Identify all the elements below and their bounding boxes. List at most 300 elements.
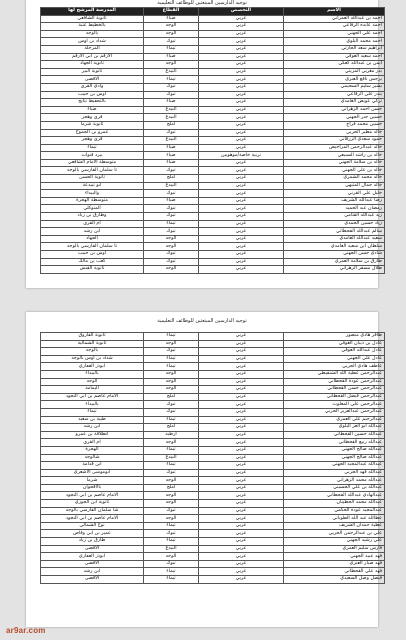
- cell-school: بالخطيط عتبة: [41, 23, 144, 31]
- cell-name: خالد بن علي الجهني: [284, 167, 385, 175]
- cell-school: قرى وهجر: [41, 114, 144, 122]
- table-row: [41, 152, 385, 160]
- cell-sector: ضباء: [144, 99, 199, 107]
- cell-name: فهد علي القحطاني: [284, 568, 385, 576]
- table-row: [41, 500, 385, 508]
- table-row: [41, 220, 385, 228]
- cell-sector: تبوك: [144, 348, 199, 356]
- cell-specialization: عربي: [199, 538, 284, 546]
- table-row: [41, 454, 385, 462]
- table-row: [41, 159, 385, 167]
- table-row: [41, 348, 385, 356]
- cell-sector: تيماء: [144, 568, 199, 576]
- cell-name: رمضان عبد الحميد: [284, 205, 385, 213]
- table-row: [41, 182, 385, 190]
- cell-name: ظافر هادي منصور: [284, 333, 385, 341]
- cell-specialization: عربي: [199, 159, 284, 167]
- cell-specialization: عربي: [199, 553, 284, 561]
- cell-sector: تبوك: [144, 258, 199, 266]
- cell-sector: املج: [144, 484, 199, 492]
- table-row: [41, 114, 385, 122]
- cell-sector: املج: [144, 121, 199, 129]
- table-row: [41, 484, 385, 492]
- cell-school: الوجه: [41, 378, 144, 386]
- table-row: [41, 355, 385, 363]
- table-row: [41, 424, 385, 432]
- cell-school: الارقم بن ابي الارقم: [41, 53, 144, 61]
- cell-specialization: عربي: [199, 228, 284, 236]
- cell-sector: ضباء: [144, 152, 199, 160]
- cell-name: فهد عبيد الجهني: [284, 553, 385, 561]
- cell-sector: البيدع: [144, 137, 199, 145]
- table-row: [41, 530, 385, 538]
- cell-school: الجهاد: [41, 235, 144, 243]
- cell-school: ابوذر الغفاري: [41, 363, 144, 371]
- table-row: [41, 38, 385, 46]
- cell-specialization: عربي: [199, 213, 284, 221]
- cell-name: ابراهيم سعد الحارثي: [284, 45, 385, 53]
- header-sector: القطاع: [144, 8, 199, 16]
- cell-name: ايمن بن عبدالله كعكي: [284, 61, 385, 69]
- cell-name: سلطان ابن سعيد الغامدي: [284, 243, 385, 251]
- cell-name: حسين محمد فراج: [284, 121, 385, 129]
- table-row: [41, 378, 385, 386]
- cell-specialization: عربي: [199, 568, 284, 576]
- cell-specialization: عربي: [199, 167, 284, 175]
- cell-specialization: عربي: [199, 408, 284, 416]
- page-1-title: توجيه الدارسين المبتعثين للوظائف التعليمية: [157, 0, 247, 6]
- table-row: [41, 144, 385, 152]
- cell-sector: تيماء: [144, 462, 199, 470]
- cell-specialization: عربي: [199, 205, 284, 213]
- cell-school: نوح الشمالي: [41, 522, 144, 530]
- cell-school: ام القرى: [41, 439, 144, 447]
- cell-specialization: عربي: [199, 45, 284, 53]
- cell-sector: الوجه: [144, 61, 199, 69]
- cell-name: طلال مسفر الزهراني: [284, 266, 385, 274]
- cell-school: كعب بن مالك: [41, 258, 144, 266]
- cell-school: ابن رشد: [41, 424, 144, 432]
- table-row: [41, 99, 385, 107]
- cell-name: عبدالله عبدالمجيد الجهني: [284, 462, 385, 470]
- cell-school: ام القرى: [41, 220, 144, 228]
- cell-name: رضا عبدالله الشريف: [284, 197, 385, 205]
- cell-name: خالد عبدالرحمن المراحيض: [284, 144, 385, 152]
- table-row: [41, 61, 385, 69]
- table-row: [41, 401, 385, 409]
- cell-name: عاطف هادي الحربي: [284, 363, 385, 371]
- document-page-1: [26, 0, 382, 288]
- table-row: [41, 507, 385, 515]
- cell-school: عمير بن ابي وقاص: [41, 530, 144, 538]
- cell-school: بالوجه: [41, 30, 144, 38]
- cell-name: عبدالرحيم علي العمري: [284, 416, 385, 424]
- cell-sector: ارطبه: [144, 431, 199, 439]
- table-row: [41, 393, 385, 401]
- cell-sector: تبوك: [144, 469, 199, 477]
- cell-name: عبدالرحمن علي المغلوث: [284, 401, 385, 409]
- cell-specialization: عربي: [199, 469, 284, 477]
- cell-specialization: عربي: [199, 446, 284, 454]
- cell-name: فارس سليم العمري: [284, 545, 385, 553]
- cell-sector: الوجه: [144, 266, 199, 274]
- cell-name: فهد صبار العنزي: [284, 560, 385, 568]
- cell-name: زيد عبدالله القثامي: [284, 213, 385, 221]
- cell-school: اوس بن حبيب: [41, 251, 144, 259]
- cell-school: ثانوية البير: [41, 68, 144, 76]
- cell-specialization: عربي: [199, 114, 284, 122]
- cell-school: بالاقحوان: [41, 484, 144, 492]
- table-row: [41, 408, 385, 416]
- table-row: [41, 243, 385, 251]
- table-row: [41, 190, 385, 198]
- table-row: [41, 553, 385, 561]
- table-row: [41, 228, 385, 236]
- cell-name: شادي حسن الجهني: [284, 251, 385, 259]
- cell-specialization: عربي: [199, 266, 284, 274]
- table-row: [41, 235, 385, 243]
- cell-name: سعيد عبدالله الغامدي: [284, 235, 385, 243]
- cell-specialization: عربي: [199, 507, 284, 515]
- cell-sector: تبوك: [144, 251, 199, 259]
- cell-name: عبدالله ربيع القحطاني: [284, 439, 385, 447]
- cell-name: طارق بن سلامة العمري: [284, 258, 385, 266]
- cell-name: خالد جمال المتيهي: [284, 182, 385, 190]
- table-row: [41, 30, 385, 38]
- table-row: [41, 492, 385, 500]
- cell-name: تركي عويض الغامدي: [284, 99, 385, 107]
- cell-specialization: عربي: [199, 355, 284, 363]
- cell-specialization: عربي: [199, 129, 284, 137]
- cell-specialization: عربي: [199, 182, 284, 190]
- cell-specialization: عربي: [199, 61, 284, 69]
- cell-sector: الوجه: [144, 386, 199, 394]
- page-2-title: توجيه الدارسين المبتعثين للوظائف التعليمية: [157, 318, 247, 324]
- table-row: [41, 23, 385, 31]
- table-header-row: [41, 8, 385, 16]
- table-row: [41, 205, 385, 213]
- header-name: الاسم: [284, 8, 385, 16]
- table-row: [41, 370, 385, 378]
- cell-specialization: عربي: [199, 76, 284, 84]
- cell-school: الاقصى: [41, 545, 144, 553]
- cell-name: بدر مغربي المزيني: [284, 68, 385, 76]
- cell-sector: الوجه: [144, 439, 199, 447]
- table-row: [41, 340, 385, 348]
- cell-sector: الوجه: [144, 235, 199, 243]
- table-row: [41, 522, 385, 530]
- cell-school: الامام عاصم بن ابي النجود: [41, 515, 144, 523]
- cell-sector: الوجه: [144, 23, 199, 31]
- cell-school: ثانوية الجهاد: [41, 61, 144, 69]
- cell-specialization: عربي: [199, 500, 284, 508]
- cell-school: بيرد قنوات: [41, 152, 144, 160]
- table-row: [41, 568, 385, 576]
- cell-name: عبدالرحمن فيصل القحطاني: [284, 393, 385, 401]
- cell-name: فيصل وصل السعيدي: [284, 576, 385, 584]
- cell-school: ابن رشد: [41, 568, 144, 576]
- table-row: [41, 462, 385, 470]
- table-row: [41, 91, 385, 99]
- cell-name: سالم عبدالله القحطاني: [284, 228, 385, 236]
- cell-school: بالبيداء: [41, 370, 144, 378]
- cell-school: تيماء: [41, 408, 144, 416]
- table-row: [41, 431, 385, 439]
- table-row: [41, 83, 385, 91]
- cell-school: شداد بن اوس: [41, 38, 144, 46]
- cell-name: عبدالله بن علي الحسيني: [284, 484, 385, 492]
- cell-specialization: عربي: [199, 144, 284, 152]
- cell-school: شداد بن اوس بالوجه: [41, 355, 144, 363]
- cell-specialization: عربي: [199, 386, 284, 394]
- cell-sector: الوجه: [144, 553, 199, 561]
- cell-school: اليمامة: [41, 386, 144, 394]
- cell-school: ثانوية الفاروق: [41, 333, 144, 341]
- cell-specialization: عربي: [199, 378, 284, 386]
- cell-name: احمد بن عبدالله العمراني: [284, 15, 385, 23]
- cell-sector: تبوك: [144, 91, 199, 99]
- cell-name: علي بن عبدالرحمن الحربي: [284, 530, 385, 538]
- cell-school: الهجرة: [41, 446, 144, 454]
- cell-school: بالبيداء: [41, 401, 144, 409]
- cell-name: عبدالمجيد عودة الحكمي: [284, 507, 385, 515]
- cell-name: حسن احمد الزهراني: [284, 106, 385, 114]
- table-row: [41, 333, 385, 341]
- cell-school: شرما: [41, 477, 144, 485]
- cell-school: المتوكلي: [41, 205, 144, 213]
- table-body-1: [41, 15, 385, 273]
- cell-name: عادل علي الجهني: [284, 355, 385, 363]
- cell-name: بندر علي الرفاعي: [284, 91, 385, 99]
- cell-sector: تبوك: [144, 213, 199, 221]
- cell-school: طارق بن زياد: [41, 538, 144, 546]
- cell-specialization: عربي: [199, 53, 284, 61]
- cell-specialization: عربي: [199, 431, 284, 439]
- cell-sector: تيماء: [144, 576, 199, 584]
- cell-name: خالد مطير الحربي: [284, 129, 385, 137]
- cell-sector: تيماء: [144, 538, 199, 546]
- cell-specialization: عربي: [199, 30, 284, 38]
- table-row: [41, 197, 385, 205]
- cell-sector: تيماء: [144, 363, 199, 371]
- cell-school: الاقصى: [41, 560, 144, 568]
- cell-specialization: عربي: [199, 424, 284, 432]
- cell-name: علي رشيد الجهني: [284, 538, 385, 546]
- cell-sector: تبوك: [144, 228, 199, 236]
- cell-sector: تبوك: [144, 167, 199, 175]
- cell-sector: البيدع: [144, 182, 199, 190]
- cell-specialization: عربي: [199, 23, 284, 31]
- cell-name: عبدالرحمن عبدالعزيز الحربي: [284, 408, 385, 416]
- cell-school: طيبة بن سعيد: [41, 416, 144, 424]
- cell-specialization: عربي: [199, 68, 284, 76]
- cell-name: عبدالله محمد الحطيبان: [284, 500, 385, 508]
- cell-school: انطلاقة بن عمرو: [41, 431, 144, 439]
- cell-name: برجس نافع العنزي: [284, 76, 385, 84]
- cell-school: ابن رشد: [41, 228, 144, 236]
- table-row: [41, 167, 385, 175]
- table-row: [41, 545, 385, 553]
- cell-specialization: عربي: [199, 235, 284, 243]
- cell-sector: الوجه: [144, 370, 199, 378]
- cell-specialization: عربي: [199, 363, 284, 371]
- table-row: [41, 266, 385, 274]
- table-row: [41, 515, 385, 523]
- table-row: [41, 251, 385, 259]
- cell-sector: تيماء: [144, 446, 199, 454]
- cell-name: احمد سعيد العوفي: [284, 53, 385, 61]
- cell-sector: تبوك: [144, 401, 199, 409]
- cell-name: عبدالله فهد الحربي: [284, 469, 385, 477]
- cell-specialization: عربي: [199, 416, 284, 424]
- cell-name: احمد علي الجهني: [284, 30, 385, 38]
- cell-specialization: عربي: [199, 333, 284, 341]
- cell-name: احمد عابده الرفاعي: [284, 23, 385, 31]
- cell-sector: البيدع: [144, 106, 199, 114]
- cell-name: بشير سليم السحيمي: [284, 83, 385, 91]
- cell-school: شا سلمان الفارسي بالوجه: [41, 507, 144, 515]
- cell-name: عبدالرحمن عودة القحطاني: [284, 378, 385, 386]
- cell-sector: تبوك: [144, 408, 199, 416]
- cell-specialization: عربي: [199, 197, 284, 205]
- cell-school: الامام عاصم بن ابي النجود: [41, 393, 144, 401]
- cell-sector: الوجه: [144, 378, 199, 386]
- cell-school: ثانوية الشمالية: [41, 340, 144, 348]
- document-page-2: [26, 312, 382, 627]
- table-row: [41, 137, 385, 145]
- cell-specialization: عربي: [199, 99, 284, 107]
- cell-name: عبدالرحمن حسن القحطاني: [284, 386, 385, 394]
- cell-specialization: عربي: [199, 258, 284, 266]
- cell-school: ابوذر الغفاري: [41, 553, 144, 561]
- cell-sector: ضباء: [144, 144, 199, 152]
- cell-name: عبدالرحمن عطية الله الشنقيطي: [284, 370, 385, 378]
- table-row: [41, 15, 385, 23]
- cell-sector: تبوك: [144, 507, 199, 515]
- cell-specialization: عربي: [199, 560, 284, 568]
- table-row: [41, 560, 385, 568]
- cell-school: تيماء: [41, 144, 144, 152]
- cell-specialization: عربي: [199, 370, 284, 378]
- cell-specialization: عربي: [199, 15, 284, 23]
- cell-specialization: عربي: [199, 515, 284, 523]
- site-watermark: ar9ar.com: [6, 626, 46, 635]
- cell-sector: تبوك: [144, 205, 199, 213]
- cell-name: حمود سعدي الزرقاني: [284, 137, 385, 145]
- cell-sector: الوجه: [144, 492, 199, 500]
- table-row: [41, 416, 385, 424]
- cell-name: عبدالله صالح الجهني: [284, 454, 385, 462]
- table-row: [41, 129, 385, 137]
- cell-sector: تبوك: [144, 560, 199, 568]
- cell-specialization: عربي: [199, 251, 284, 259]
- table-row: [41, 363, 385, 371]
- cell-school: شالوجه: [41, 454, 144, 462]
- cell-specialization: عربي: [199, 576, 284, 584]
- cell-sector: تيماء: [144, 355, 199, 363]
- assignments-table-2: [40, 332, 385, 584]
- cell-sector: تيماء: [144, 45, 199, 53]
- cell-specialization: عربي: [199, 137, 284, 145]
- cell-sector: الوجه: [144, 30, 199, 38]
- cell-sector: ضباء: [144, 53, 199, 61]
- cell-specialization: عربي: [199, 243, 284, 251]
- table-row: [41, 106, 385, 114]
- cell-sector: ضباء: [144, 159, 199, 167]
- table-row: [41, 477, 385, 485]
- cell-school: المرحلة: [41, 45, 144, 53]
- cell-name: عبدالله محمد الزهراني: [284, 477, 385, 485]
- cell-school: الاقصى: [41, 576, 144, 584]
- cell-specialization: عربي: [199, 477, 284, 485]
- cell-sector: املج: [144, 424, 199, 432]
- cell-school: بالتحفيظ نتايج: [41, 99, 144, 107]
- table-row: [41, 213, 385, 221]
- cell-specialization: عربي: [199, 348, 284, 356]
- table-row: [41, 175, 385, 183]
- cell-specialization: عربي: [199, 393, 284, 401]
- cell-sector: تيماء: [144, 76, 199, 84]
- cell-school: متوسطة الامام الشافعي: [41, 159, 144, 167]
- cell-specialization: عربي: [199, 190, 284, 198]
- cell-school: ثا سلمان الفارسي بالوجه: [41, 167, 144, 175]
- cell-sector: الوجه: [144, 477, 199, 485]
- cell-specialization: عربي: [199, 106, 284, 114]
- cell-name: عادل بن ذيبان العوفي: [284, 340, 385, 348]
- cell-specialization: عربي: [199, 220, 284, 228]
- cell-specialization: عربي: [199, 340, 284, 348]
- cell-specialization: عربي: [199, 522, 284, 530]
- table-row: [41, 538, 385, 546]
- cell-specialization: عربي: [199, 462, 284, 470]
- cell-school: بالوجه: [41, 348, 144, 356]
- table-row: [41, 576, 385, 584]
- cell-sector: الوجه: [144, 500, 199, 508]
- cell-sector: تبوك: [144, 190, 199, 198]
- cell-specialization: عربي: [199, 401, 284, 409]
- cell-specialization: عربي: [199, 38, 284, 46]
- header-school: المدرسة المرشح لها: [41, 8, 144, 16]
- cell-name: عبدالله صالح الجهني: [284, 446, 385, 454]
- cell-specialization: عربي: [199, 439, 284, 447]
- table-row: [41, 76, 385, 84]
- cell-name: خالد بن سلامة الجهني: [284, 159, 385, 167]
- assignments-table-1: [40, 7, 385, 274]
- cell-name: خالد محمد الشمري: [284, 175, 385, 183]
- cell-school: ابو تبيدعة: [41, 182, 144, 190]
- cell-sector: الوجه: [144, 515, 199, 523]
- cell-specialization: عربي: [199, 454, 284, 462]
- cell-school: ابوموسى الاشعري: [41, 469, 144, 477]
- cell-specialization: عربي: [199, 121, 284, 129]
- cell-specialization: عربي: [199, 175, 284, 183]
- table-row: [41, 386, 385, 394]
- table-row: [41, 258, 385, 266]
- cell-sector: تبوك: [144, 83, 199, 91]
- cell-school: الامام عاصم بن ابي النجود: [41, 492, 144, 500]
- cell-school: عمرو بن الجموح: [41, 129, 144, 137]
- table-row: [41, 446, 385, 454]
- cell-sector: تبوك: [144, 129, 199, 137]
- cell-school: ضباء: [41, 106, 144, 114]
- cell-name: زياد حسين الحمدي: [284, 220, 385, 228]
- cell-sector: املج: [144, 175, 199, 183]
- cell-school: وطارق بن زياد: [41, 213, 144, 221]
- cell-name: عبدالله حسين القحطاني: [284, 431, 385, 439]
- cell-sector: تيماء: [144, 522, 199, 530]
- table-row: [41, 68, 385, 76]
- cell-sector: تبوك: [144, 38, 199, 46]
